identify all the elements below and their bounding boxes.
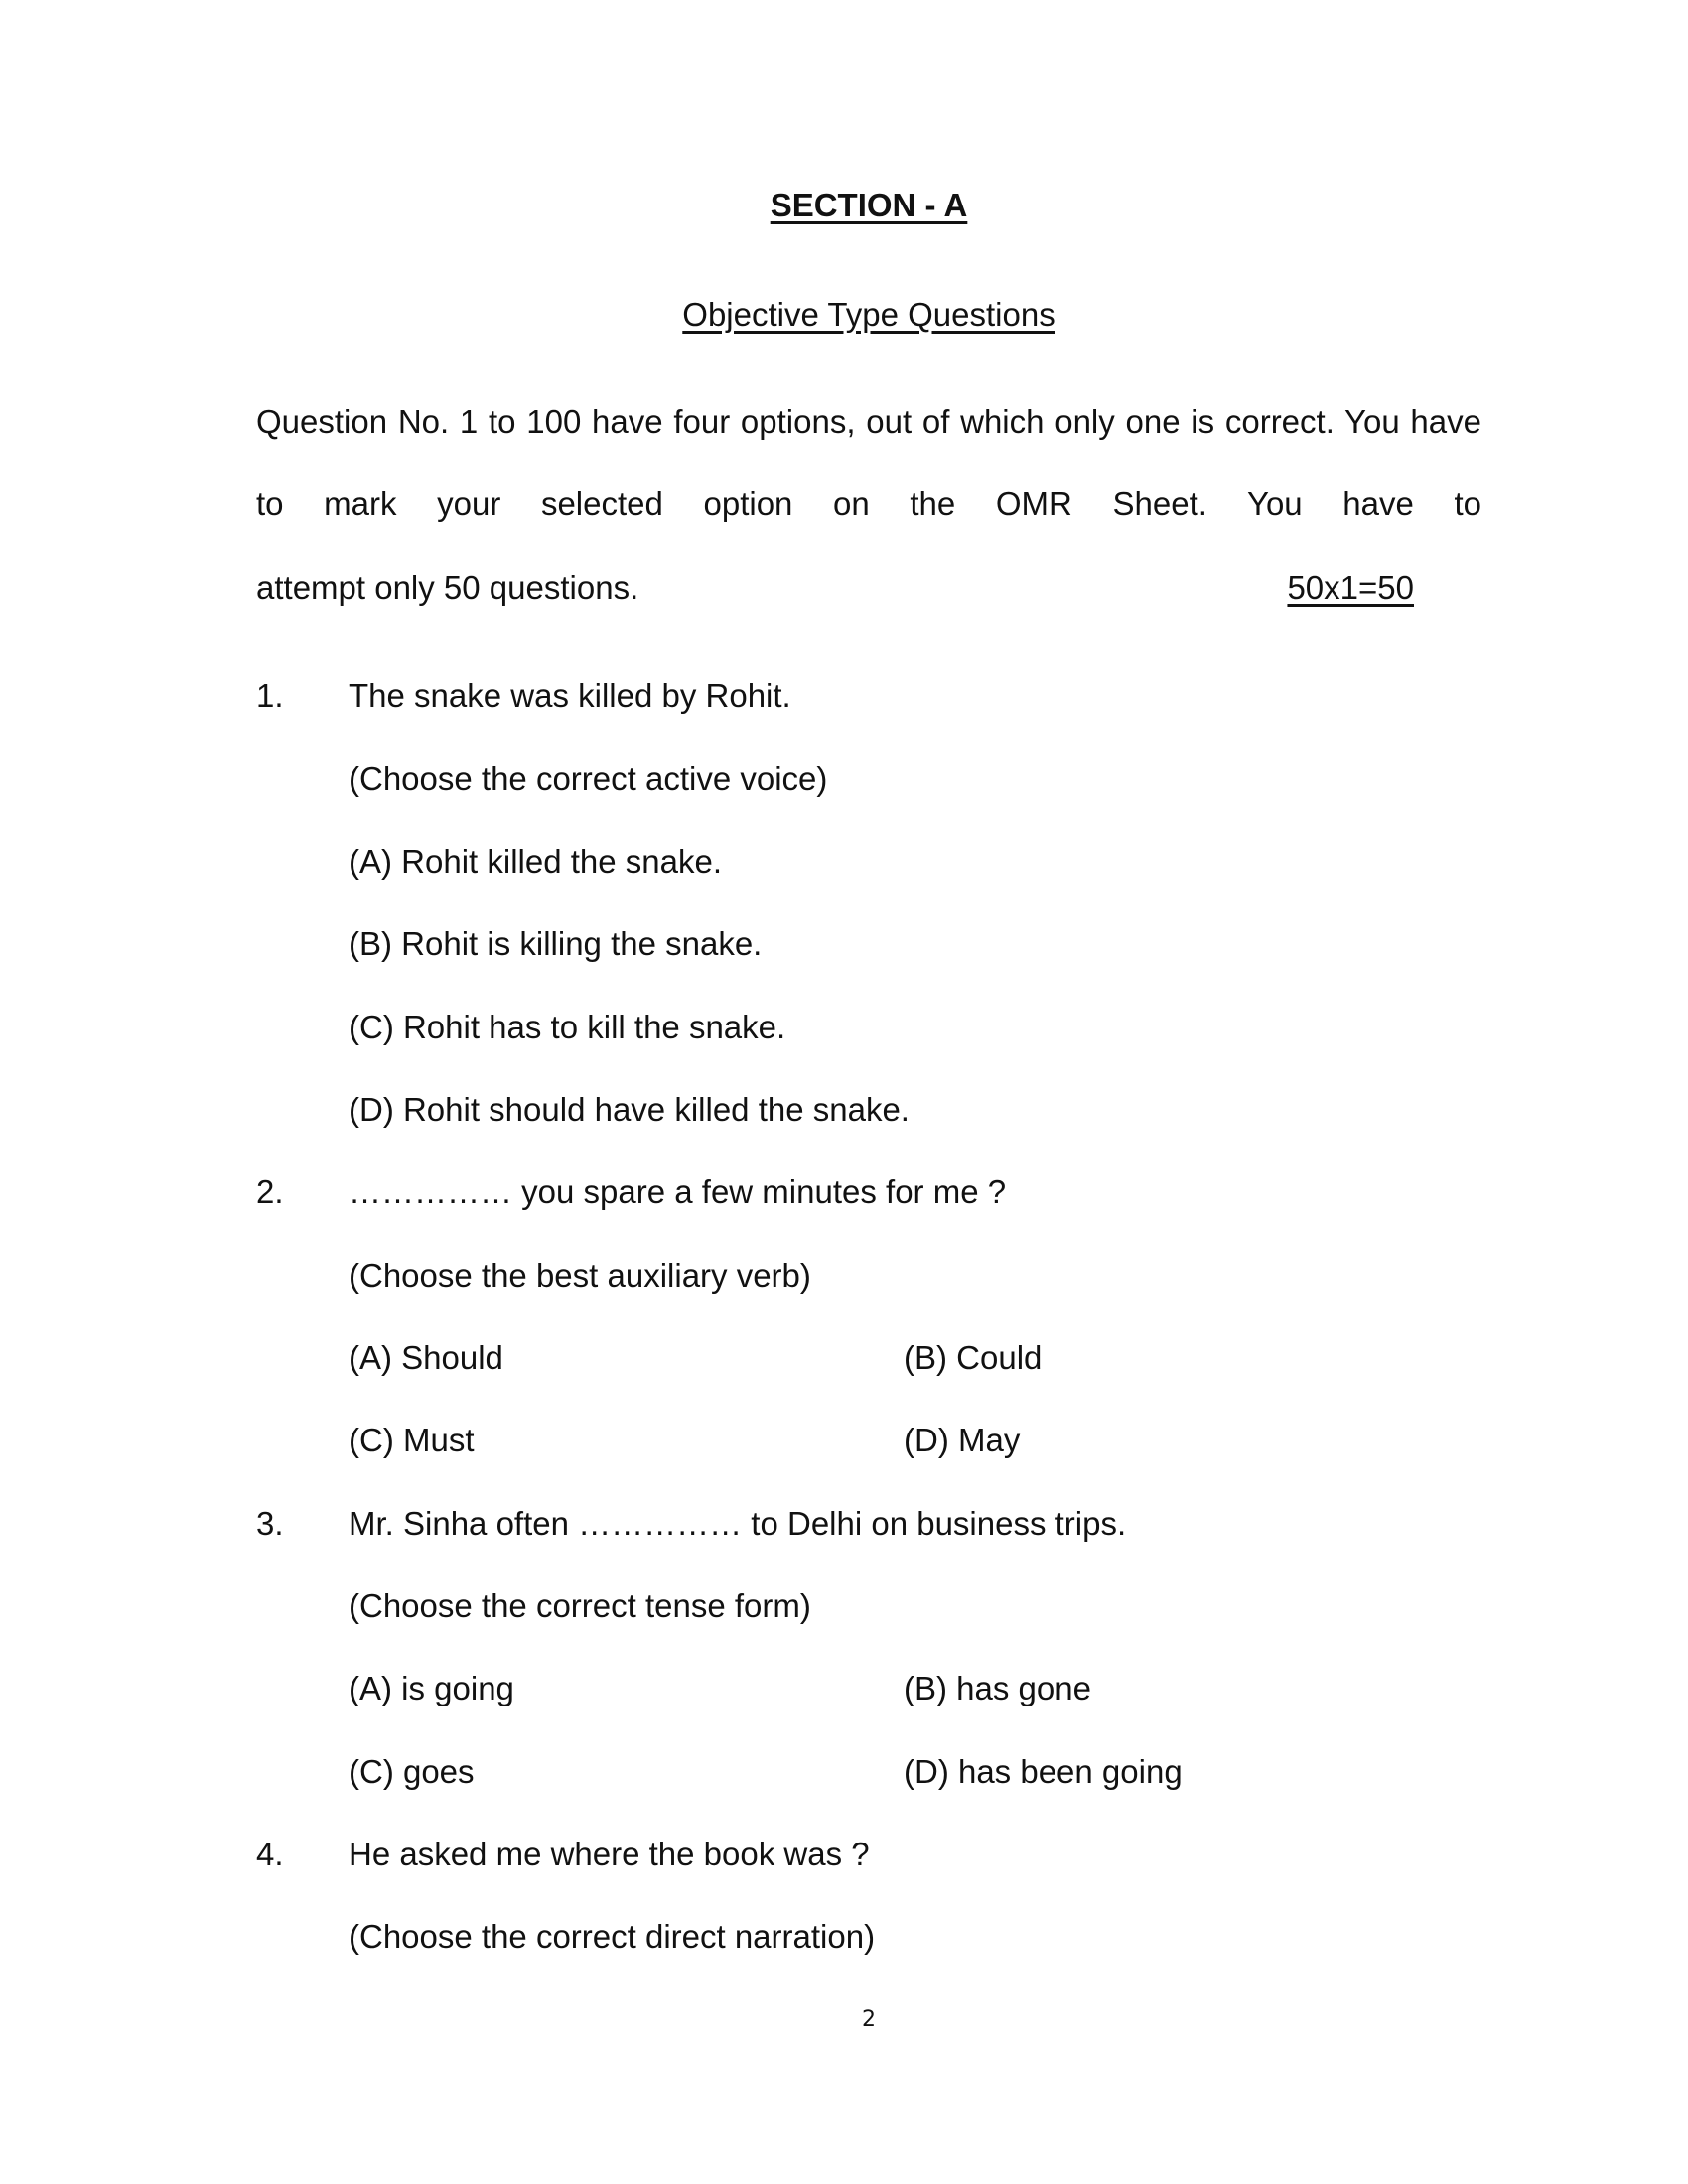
question-number: 1. xyxy=(256,677,284,714)
subtitle: Objective Type Questions xyxy=(682,296,1055,333)
instructions-last-line: attempt only 50 questions. xyxy=(256,568,639,606)
option-b: (B) Rohit is killing the snake. xyxy=(349,925,763,962)
option-d: (D) has been going xyxy=(904,1753,1183,1790)
instructions xyxy=(256,380,1481,628)
question-instruction: (Choose the correct active voice) xyxy=(349,760,828,797)
question-instruction: (Choose the correct direct narration) xyxy=(349,1918,876,1955)
instructions-text: Question No. 1 to 100 have four options, out of which only one is correct. You have to mark your selected option on the OMR Sheet. You have to xyxy=(256,403,1481,523)
section-title: SECTION - A xyxy=(770,187,968,223)
option-c: (C) Rohit has to kill the snake. xyxy=(349,1009,786,1045)
question-number: 4. xyxy=(256,1836,284,1872)
question-text: He asked me where the book was ? xyxy=(349,1836,870,1872)
question-instruction: (Choose the best auxiliary verb) xyxy=(349,1257,811,1294)
option-c: (C) Must xyxy=(349,1422,475,1458)
question-number: 2. xyxy=(256,1173,284,1210)
option-d: (D) Rohit should have killed the snake. xyxy=(349,1091,910,1128)
question-number: 3. xyxy=(256,1505,284,1542)
option-b: (B) has gone xyxy=(904,1670,1091,1706)
option-a: (A) Should xyxy=(349,1339,503,1376)
question-text: …………… you spare a few minutes for me ? xyxy=(349,1173,1007,1210)
question-text: Mr. Sinha often …………… to Delhi on business trips. xyxy=(349,1505,1127,1542)
option-c: (C) goes xyxy=(349,1753,475,1790)
option-d: (D) May xyxy=(904,1422,1021,1458)
page-number: 2 xyxy=(862,2007,876,2032)
option-a: (A) is going xyxy=(349,1670,514,1706)
question-instruction: (Choose the correct tense form) xyxy=(349,1587,811,1624)
option-a: (A) Rohit killed the snake. xyxy=(349,843,723,880)
marks: 50x1=50 xyxy=(1287,568,1414,606)
question-text: The snake was killed by Rohit. xyxy=(349,677,791,714)
option-b: (B) Could xyxy=(904,1339,1043,1376)
